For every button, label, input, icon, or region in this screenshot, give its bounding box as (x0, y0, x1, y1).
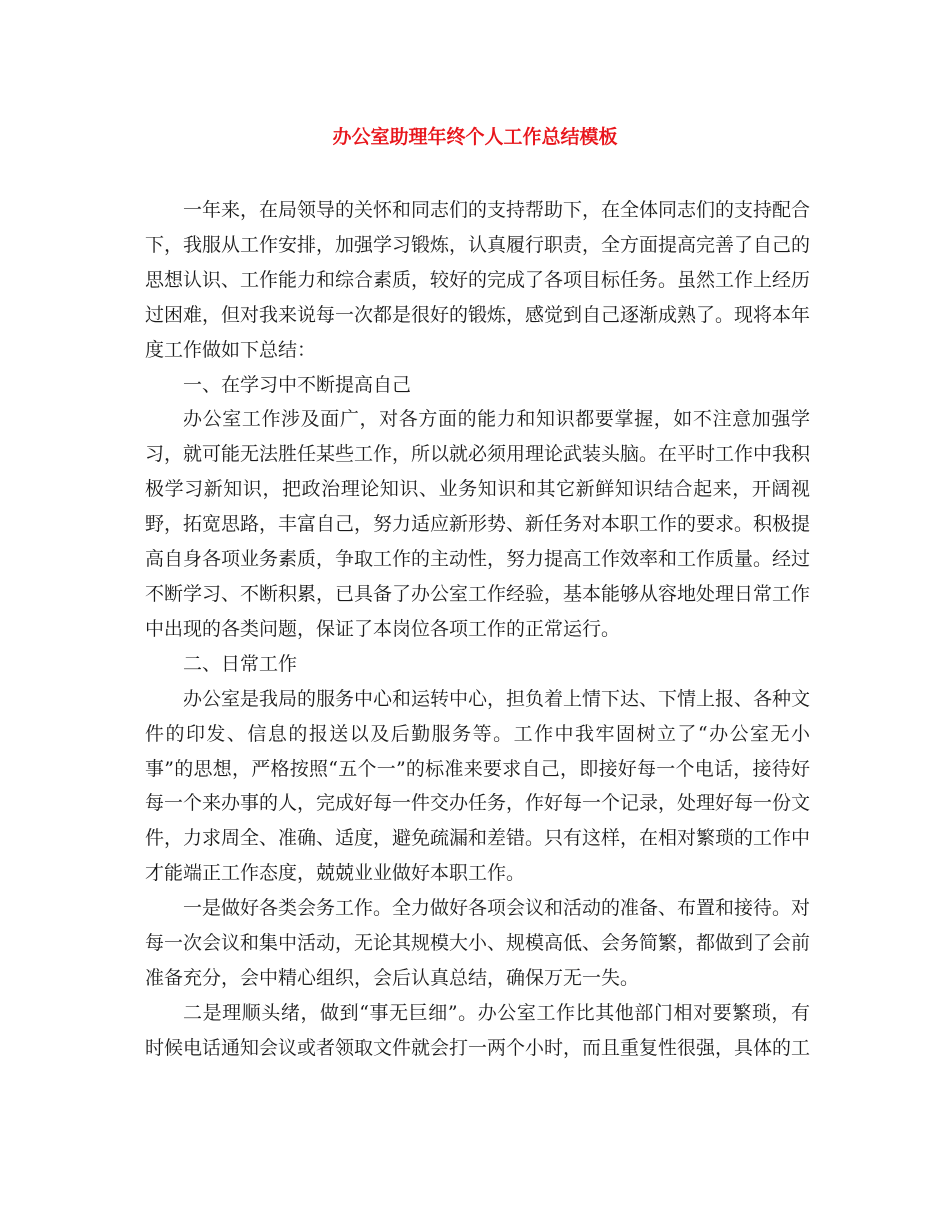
document-body (145, 193, 810, 1066)
paragraph-daily-work: 办公室是我局的服务中心和运转中心，担负着上情下达、下情上报、各种文件的印发、信息的报送以及后勤服务等。工作中我牢固树立了“办公室无小事”的思想，严格按照“五个一”的标准来要求自己，即接好每一个电话，接待好每一个来办事的人，完成好每一件交办任务，作好每一个记录，处理好每一份文件，力求周全、准确、适度，避免疏漏和差错。只有这样，在相对繁琐的工作中才能端正工作态度，兢兢业业做好本职工作。 (145, 687, 811, 885)
section-heading-daily-work: 二、日常工作 (183, 652, 298, 675)
paragraph-intro: 一年来，在局领导的关怀和同志们的支持帮助下，在全体同志们的支持配合下，我服从工作安排，加强学习锻炼，认真履行职责，全方面提高完善了自己的思想认识、工作能力和综合素质，较好的完成了各项目标任务。虽然工作上经历过困难，但对我来说每一次都是很好的锻炼，感觉到自己逐渐成熟了。现将本年度工作做如下总结： (145, 199, 811, 361)
paragraph-study: 办公室工作涉及面广，对各方面的能力和知识都要掌握，如不注意加强学习，就可能无法胜任某些工作，所以就必须用理论武装头脑。在平时工作中我积极学习新知识，把政治理论知识、业务知识和其它新鲜知识结合起来，开阔视野，拓宽思路，丰富自己，努力适应新形势、新任务对本职工作的要求。积极提高自身各项业务素质，争取工作的主动性，努力提高工作效率和工作质量。经过不断学习、不断积累，已具备了办公室工作经验，基本能够从容地处理日常工作中出现的各类问题，保证了本岗位各项工作的正常运行。 (145, 408, 811, 640)
document-title: 办公室助理年终个人工作总结模板 (332, 126, 618, 148)
paragraph-meetings: 一是做好各类会务工作。全力做好各项会议和活动的准备、布置和接待。对每一次会议和集中活动，无论其规模大小、规模高低、会务简繁，都做到了会前准备充分，会中精心组织，会后认真总结，确保万无一失。 (145, 897, 811, 989)
section-heading-study: 一、在学习中不断提高自己 (183, 373, 412, 396)
paragraph-details: 二是理顺头绪，做到“事无巨细”。办公室工作比其他部门相对要繁琐，有时候电话通知会议或者领取文件就会打一两个小时，而且重复性很强，具体的工 (145, 1001, 811, 1059)
